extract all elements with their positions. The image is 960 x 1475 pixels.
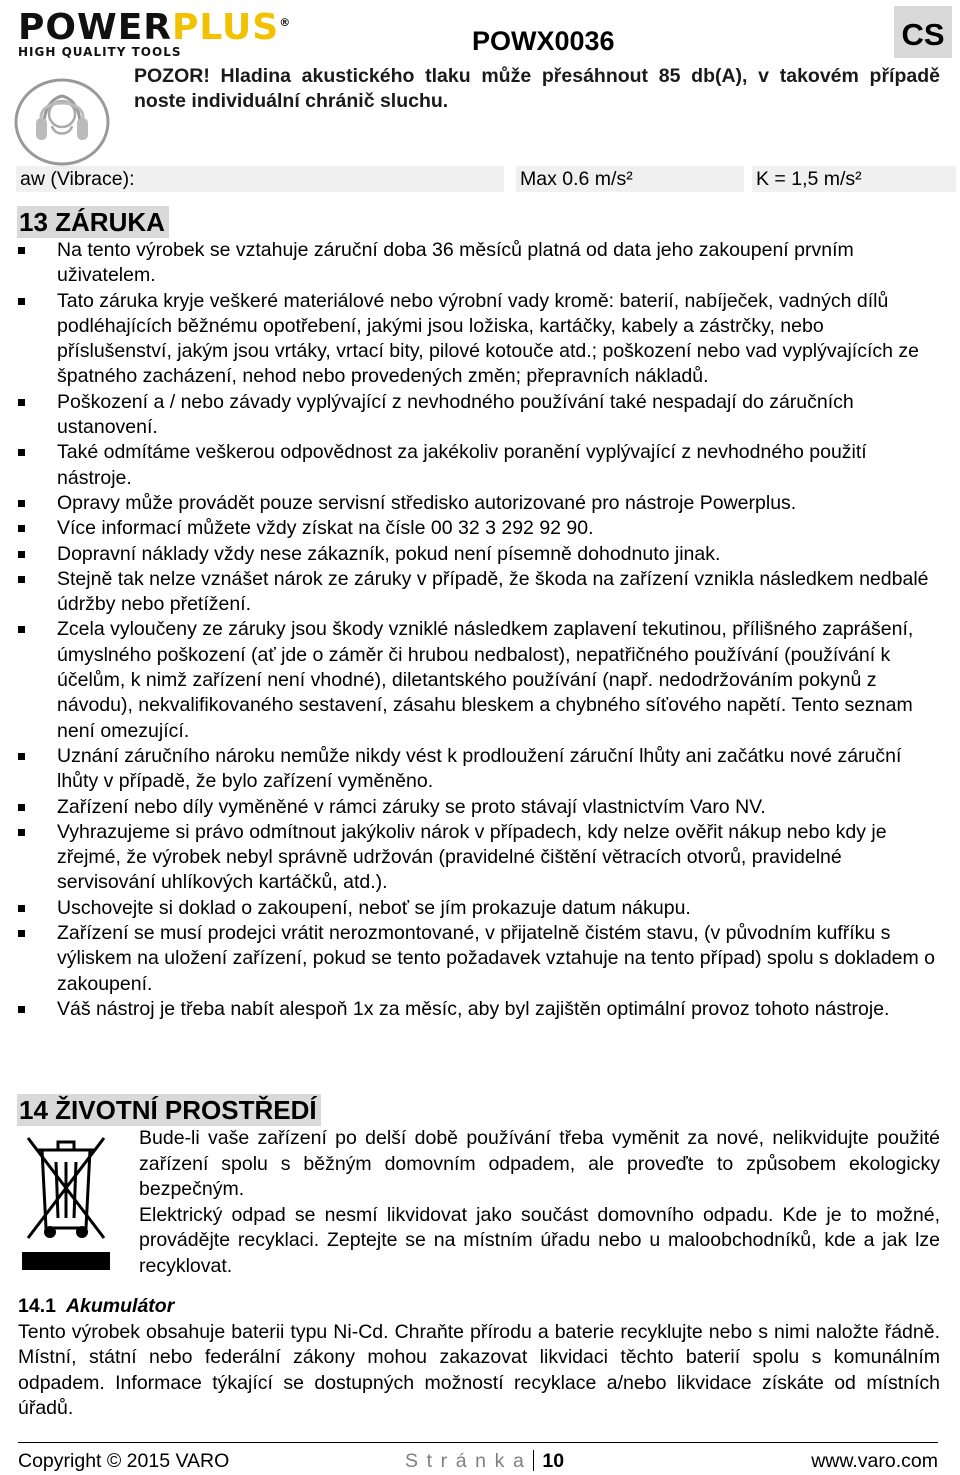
- list-item: Opravy může provádět pouze servisní středisko autorizované pro nástroje Powerplus.: [16, 491, 940, 516]
- list-item: Zařízení se musí prodejci vrátit nerozmontované, v přijatelně čistém stavu, (v původním kufříku s výliskem na uložení zařízení, pokud se tento požadavek vztahuje na tento případ) spolu s dokladem o zakoupení.: [16, 921, 940, 997]
- powerplus-logo: [18, 4, 291, 59]
- page-number: 10: [542, 1450, 565, 1472]
- vibration-row: [16, 166, 956, 192]
- list-item: Tato záruka kryje veškeré materiálové nebo výrobní vady kromě: baterií, nabíječek, vadných dílů podléhajících běžnému opotřebení, jakými jsou ložiska, kartáčky, kabely a zástrčky, nebo příslušenství, jakým jsou vrtáky, vrtací bity, pilové kotouče atd.; poškození nebo vad vyplývajících ze špatného zacházení, nehod nebo provedených změn; přepravních nákladů.: [16, 289, 940, 390]
- environment-paragraph: Elektrický odpad se nesmí likvidovat jako součást domovního odpadu. Kde je to možné, provádějte recyklaci. Zeptejte se na místním úřadu nebo u maloobchodníků, kde a jak lze recyklovat.: [139, 1203, 940, 1277]
- language-badge: CS: [894, 6, 952, 58]
- section-14-heading: 14 ŽIVOTNÍ PROSTŘEDÍ: [17, 1094, 321, 1126]
- list-item: Poškození a / nebo závady vyplývající z nevhodného používání také nespadají do záručních ustanovení.: [16, 390, 940, 441]
- vibration-max: Max 0.6 m/s²: [516, 166, 744, 192]
- crossed-out-wheelie-bin-icon: [20, 1128, 112, 1274]
- logo-tagline: HIGH QUALITY TOOLS: [18, 45, 182, 59]
- list-item: Více informací můžete vždy získat na čísle 00 32 3 292 92 90.: [16, 516, 940, 541]
- list-item: Uschovejte si doklad o zakoupení, neboť se jím prokazuje datum nákupu.: [16, 896, 940, 921]
- list-item: Zařízení nebo díly vyměněné v rámci záruky se proto stávají vlastnictvím Varo NV.: [16, 795, 940, 820]
- page-label: Stránka: [405, 1450, 533, 1472]
- vibration-k: K = 1,5 m/s²: [752, 166, 956, 192]
- subsection-heading: 14.1 Akumulátor: [18, 1295, 175, 1317]
- list-item: Zcela vyloučeny ze záruky jsou škody vzniklé následkem zaplavení tekutinou, přílišného zaprášení, úmyslného poškození (ať jde o záměr či hrubou nedbalost), nepatřičného používání (používání k účelům, k nimž zařízení není vhodné), diletantského používání (např. nedodržováním pokynů z návodu), nekvalifikovaného sestavení, zásahu bleskem a chybného síťového napětí. Tento seznam není omezující.: [16, 617, 940, 743]
- list-item: Stejně tak nelze vznášet nárok ze záruky v případě, že škoda na zařízení vznikla následkem nedbalé údržby nebo přetížení.: [16, 567, 940, 618]
- list-item: Dopravní náklady vždy nese zákazník, pokud není písemně dohodnuto jinak.: [16, 542, 940, 567]
- environment-text: [139, 1126, 940, 1279]
- list-item: Váš nástroj je třeba nabít alespoň 1x za měsíc, aby byl zajištěn optimální provoz tohoto nástroje.: [16, 997, 940, 1022]
- logo-wordmark: POWERPLUS®: [18, 7, 292, 48]
- warranty-list: [16, 238, 940, 1022]
- model-number: POWX0036: [472, 26, 615, 56]
- page-footer: [18, 1442, 938, 1475]
- list-item: Také odmítáme veškerou odpovědnost za jakékoliv poranění vyplývající z nevhodného použití nástroje.: [16, 440, 940, 491]
- vibration-label: aw (Vibrace):: [16, 166, 504, 192]
- list-item: Na tento výrobek se vztahuje záruční doba 36 měsíců platná od data jeho zakoupení prvním uživatelem.: [16, 238, 940, 289]
- page-header: [0, 0, 960, 60]
- hearing-protection-icon: [14, 78, 110, 166]
- website-link[interactable]: www.varo.com: [811, 1450, 938, 1472]
- page-indicator: [405, 1450, 564, 1473]
- section-13-heading: 13 ZÁRUKA: [17, 206, 169, 238]
- copyright: Copyright © 2015 VARO: [18, 1450, 230, 1472]
- list-item: Uznání záručního nároku nemůže nikdy vést k prodloužení záruční lhůty ani začátku nové záruční lhůty v případě, že bylo zařízení vyměněno.: [16, 744, 940, 795]
- list-item: Vyhrazujeme si právo odmítnout jakýkoliv nárok v případech, kdy nelze ověřit nákup nebo kdy je zřejmé, že výrobek nebyl správně udržován (pravidelné čištění větracích otvorů, pravidelné servisování uhlíkových kartáčků, atd.).: [16, 820, 940, 896]
- environment-paragraph: Bude-li vaše zařízení po delší době používání třeba vyměnit za nové, nelikvidujte použité zařízení spolu s běžným domovním odpadem, ale proveďte to způsobem ekologicky bezpečným.: [139, 1127, 940, 1200]
- battery-text: Tento výrobek obsahuje baterii typu Ni-Cd. Chraňte přírodu a baterie recyklujte nebo s nimi naložte řádně. Místní, státní nebo federální zákony mohou zakazovat likvidaci těchto baterií spolu s komunálním odpadem. Informace týkající se dostupných možností recyklace a/nebo likvidace získáte od místních úřadů.: [18, 1321, 940, 1419]
- noise-warning: POZOR! Hladina akustického tlaku může přesáhnout 85 db(A), v takovém případě noste individuální chránič sluchu.: [134, 65, 940, 112]
